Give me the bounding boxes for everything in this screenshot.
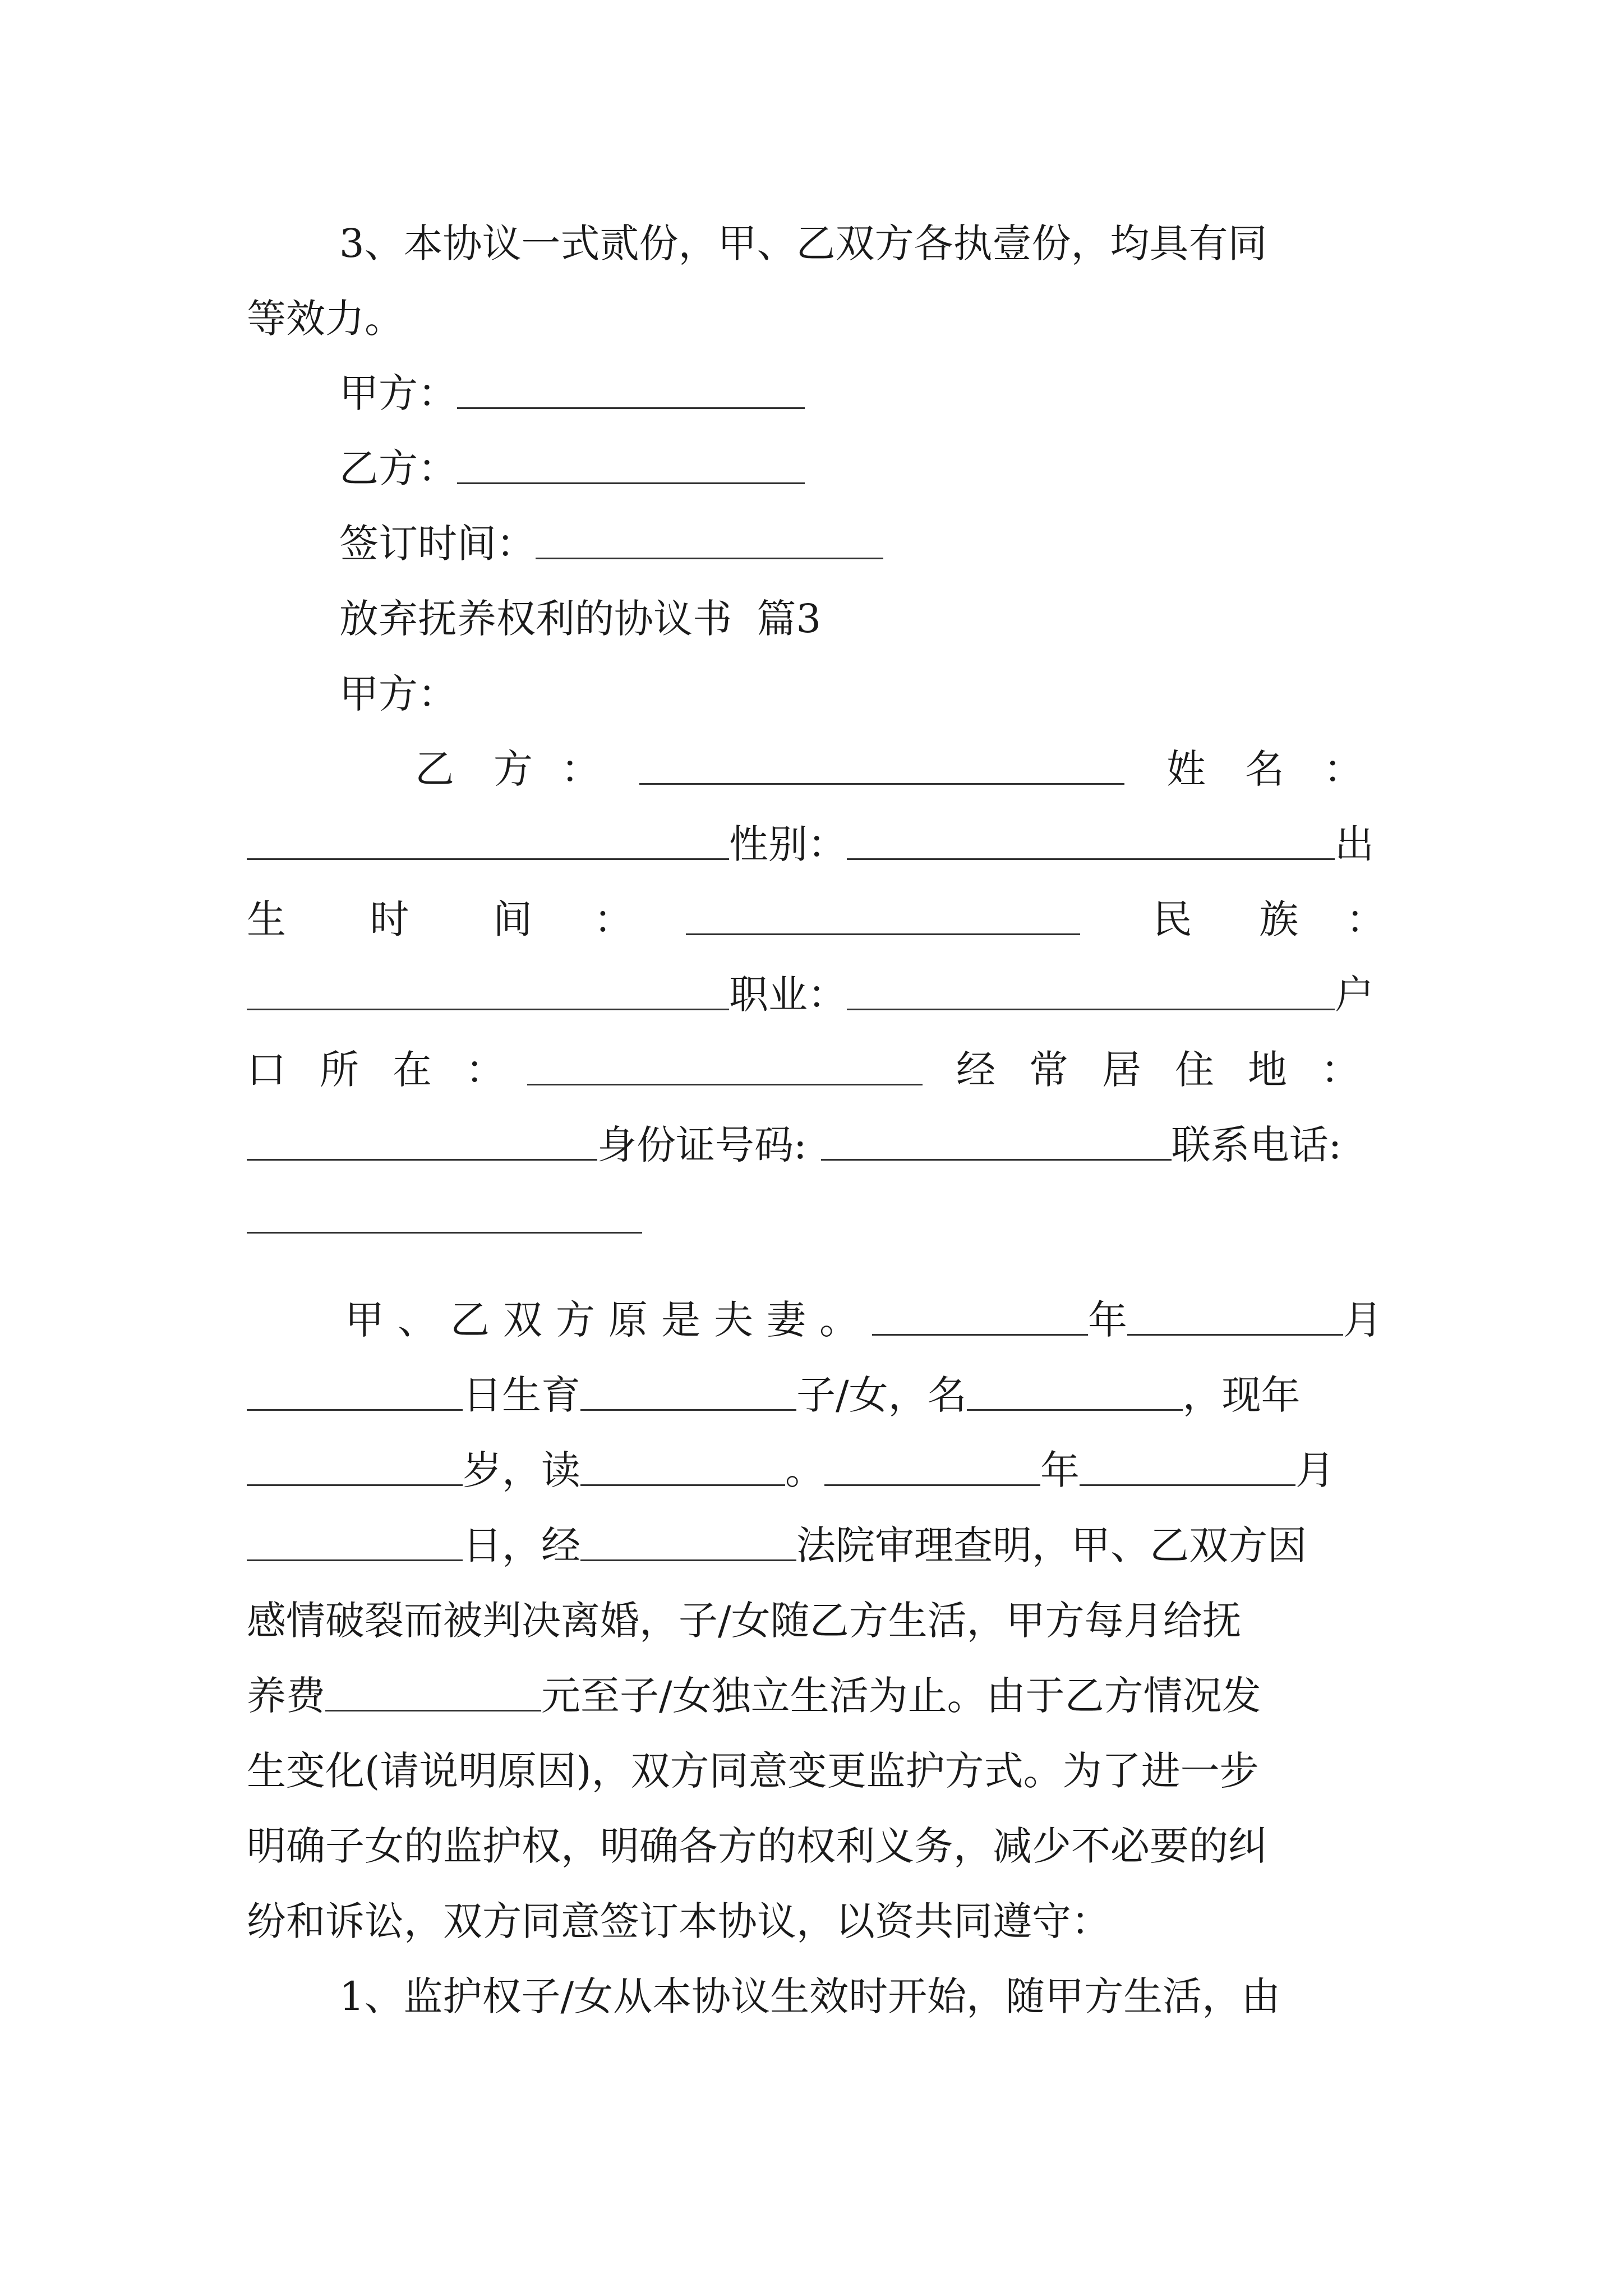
party-a-signature-row	[339, 360, 1385, 427]
paragraph-text-9: 纷和诉讼，双方同意签订本协议，以资共同遵守：	[247, 1898, 1110, 1944]
phone-blank-row	[247, 1184, 1385, 1251]
birth-char-jian: 间	[493, 896, 533, 942]
age-school-text: 岁，读	[463, 1447, 580, 1493]
paragraph-text-5: 感情破裂而被判决离婚，子/女随乙方生活，甲方每月给抚	[247, 1598, 1242, 1644]
court-intro-text: 日，经	[463, 1522, 580, 1568]
party-b-colon: ：	[561, 746, 600, 792]
age-blank	[247, 1455, 463, 1486]
court-finding-text: 法院审理查明，甲、乙双方因	[796, 1522, 1307, 1568]
birth-char-sheng: 生	[247, 896, 286, 942]
gender-label: 性别：	[729, 821, 847, 867]
paragraph-start: 甲、乙双方原是夫妻。	[345, 1297, 872, 1343]
party-a-label: 甲方：	[339, 370, 457, 416]
school-blank	[580, 1455, 785, 1486]
sign-time-row	[339, 510, 1385, 577]
support-fee-blank	[325, 1681, 541, 1711]
name-colon: ：	[1324, 746, 1363, 792]
sign-time-blank	[536, 528, 883, 559]
hukou-char-kou: 口	[247, 1047, 286, 1093]
name-char-ming: 名	[1245, 746, 1284, 792]
clause-1-text: 1、监护权子/女从本协议生效时开始，随甲方生活，由	[339, 1973, 1281, 2019]
year-label: 年	[1088, 1297, 1127, 1343]
residence-char-di: 地	[1248, 1047, 1287, 1093]
paragraph-line-3	[247, 1437, 1385, 1504]
birth-time-blank	[686, 904, 1080, 935]
hukou-char-hu: 户	[1335, 972, 1374, 1018]
ethnicity-char-min: 民	[1152, 896, 1192, 942]
paragraph-line-6	[247, 1662, 1385, 1729]
ethnicity-colon: ：	[1345, 896, 1385, 942]
clause-3-line2	[247, 285, 1385, 352]
marriage-blank-1	[872, 1305, 1088, 1336]
occupation-blank	[847, 979, 1335, 1010]
party-b-label: 乙方：	[339, 445, 457, 491]
gender-blank	[847, 829, 1335, 860]
section-title	[339, 585, 1385, 652]
paragraph-line-8	[247, 1812, 1385, 1880]
section-title-text: 放弃抚养权利的协议书 篇3	[339, 596, 822, 642]
party-a-header	[339, 660, 1385, 728]
child-name-text: 子/女，名	[796, 1372, 967, 1418]
residence-blank	[247, 1130, 597, 1161]
court-blank	[580, 1530, 796, 1561]
divorce-day-blank	[247, 1530, 463, 1561]
name-char-xing: 姓	[1166, 746, 1206, 792]
paragraph-line-7	[247, 1737, 1385, 1805]
current-age-text: ，现年	[1182, 1372, 1301, 1418]
month-label-2: 月	[1295, 1447, 1335, 1493]
birth-colon: ：	[593, 896, 633, 942]
party-a-label-2: 甲方：	[339, 671, 457, 717]
hukou-blank	[527, 1055, 923, 1085]
birth-char-chu: 出	[1335, 821, 1374, 867]
period: 。	[785, 1447, 824, 1493]
hukou-char-zai: 在	[393, 1047, 432, 1093]
residence-colon: ：	[1321, 1047, 1360, 1093]
party-b-blank-2	[639, 754, 1124, 785]
gender-row	[247, 811, 1385, 878]
party-b-signature-row	[339, 435, 1385, 502]
residence-char-ju: 居	[1102, 1047, 1141, 1093]
paragraph-line-1	[247, 1286, 1385, 1354]
residence-row	[247, 1036, 1385, 1103]
birth-day-blank	[247, 1380, 463, 1411]
support-fee-label: 养费	[247, 1673, 325, 1719]
clause-3-line1	[339, 210, 1385, 277]
id-phone-row	[247, 1111, 1385, 1179]
day-birth-text: 日生育	[463, 1372, 580, 1418]
child-count-blank	[580, 1380, 796, 1411]
phone-blank	[247, 1203, 642, 1234]
divorce-year-blank	[824, 1455, 1040, 1486]
divorce-month-blank	[1080, 1455, 1295, 1486]
birth-char-shi: 时	[370, 896, 409, 942]
support-fee-rest: 元至子/女独立生活为止。由于乙方情况发	[541, 1673, 1261, 1719]
occupation-label: 职业：	[729, 972, 847, 1018]
party-b-char-yi: 乙	[415, 746, 454, 792]
paragraph-line-5	[247, 1587, 1385, 1654]
clause-3-text-cont: 等效力。	[247, 296, 404, 342]
paragraph-line-9	[247, 1888, 1385, 1955]
id-number-label: 身份证号码:	[597, 1122, 807, 1168]
year-label-2: 年	[1040, 1447, 1080, 1493]
ethnicity-blank	[247, 979, 729, 1010]
hukou-char-suo: 所	[320, 1047, 359, 1093]
residence-char-jing: 经	[956, 1047, 995, 1093]
phone-label: 联系电话:	[1171, 1122, 1342, 1168]
sign-time-label: 签订时间：	[339, 521, 536, 567]
paragraph-line-4	[247, 1512, 1385, 1579]
residence-char-zhu: 住	[1175, 1047, 1214, 1093]
ethnicity-char-zu: 族	[1259, 896, 1299, 942]
party-b-blank	[457, 453, 805, 484]
party-b-char-fang: 方	[494, 746, 533, 792]
birth-ethnicity-row	[247, 886, 1385, 953]
party-b-name-row	[247, 735, 1385, 803]
child-name-blank	[967, 1380, 1183, 1411]
clause-1-line	[339, 1963, 1385, 2030]
party-a-blank	[457, 378, 805, 409]
hukou-colon: ：	[465, 1047, 505, 1093]
month-label: 月	[1343, 1297, 1382, 1343]
paragraph-line-2	[247, 1361, 1385, 1429]
name-blank	[247, 829, 729, 860]
paragraph-text-8: 明确子女的监护权，明确各方的权利义务，减少不必要的纠	[247, 1823, 1267, 1869]
paragraph-text-7: 生变化(请说明原因)，双方同意变更监护方式。为了进一步	[247, 1748, 1259, 1794]
residence-char-chang: 常	[1029, 1047, 1068, 1093]
occupation-row	[247, 961, 1385, 1028]
id-number-blank	[821, 1130, 1172, 1161]
clause-3-text: 3、本协议一式贰份，甲、乙双方各执壹份，均具有同	[339, 220, 1267, 266]
marriage-blank-2	[1127, 1305, 1343, 1336]
